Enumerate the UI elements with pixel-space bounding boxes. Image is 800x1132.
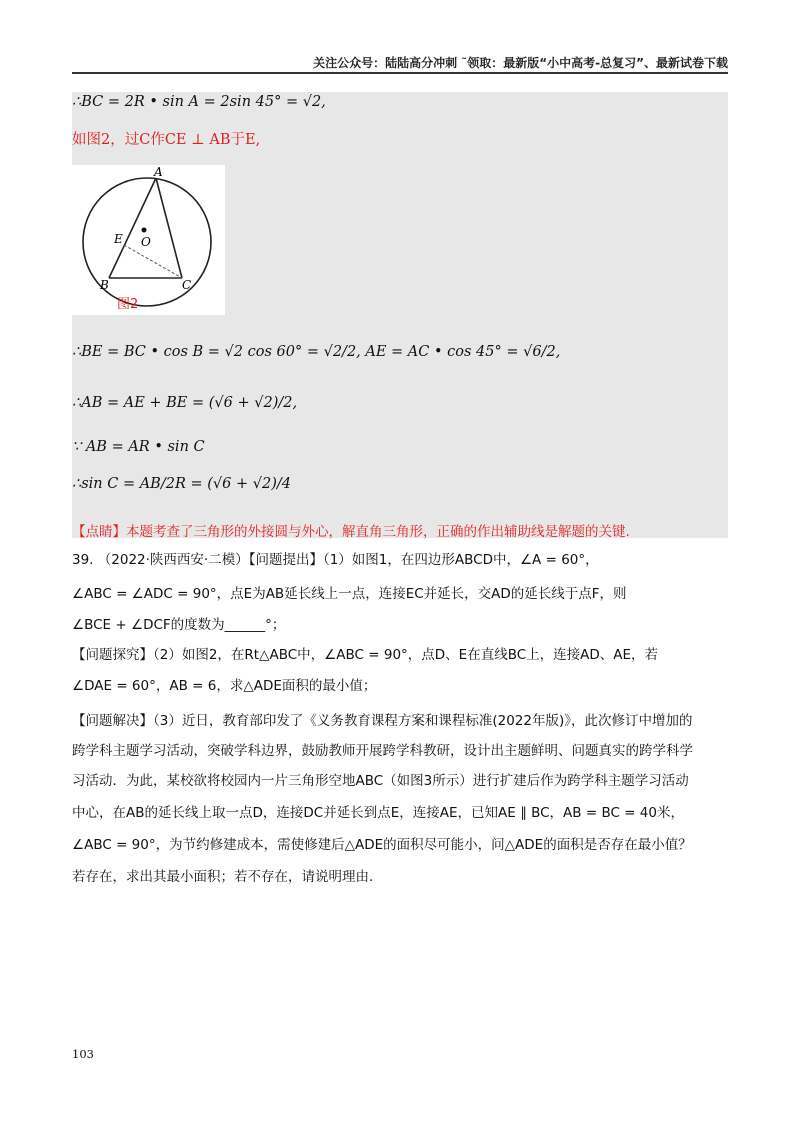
- problem-line-6: 【问题解决】（3）近日，教育部印发了《义务教育课程方案和课程标准(2022年版)》，此次修订中增加的: [72, 713, 693, 729]
- problem-line-11: 若存在，求出其最小面积；若不存在，请说明理由.: [72, 869, 374, 885]
- problem-line-2: ∠ABC = ∠ADC = 90°，点E为AB延长线上一点，连接EC并延长，交AD的延长线于点F，则: [72, 586, 627, 602]
- solution-block: [72, 92, 728, 538]
- solution-line-4: ∴AB = AE + BE = (√6 + √2)/2,: [72, 395, 298, 411]
- problem-line-4: 【问题探究】（2）如图2，在Rt△ABC中，∠ABC = 90°，点D、E在直线BC上，连接AD、AE，若: [72, 647, 659, 663]
- header-divider: [72, 72, 728, 74]
- solution-line-6: ∴sin C = AB/2R = (√6 + √2)/4: [72, 476, 291, 492]
- label-b: B: [100, 278, 109, 292]
- figure-caption: 图2: [117, 297, 139, 312]
- solution-line-2: 如图2，过C作CE ⊥ AB于E,: [72, 132, 261, 148]
- circle-diagram: [72, 165, 225, 315]
- problem-line-9: 中心，在AB的延长线上取一点D，连接DC并延长到点E，连接AE，已知AE ∥ BC，AB = BC = 40米，: [72, 805, 684, 821]
- label-o: O: [141, 235, 151, 249]
- side-ab: [109, 178, 156, 278]
- problem-line-10: ∠ABC = 90°，为节约修建成本，需使修建后△ADE的面积尽可能小，问△ADE的面积是否存在最小值？: [72, 837, 692, 853]
- label-c: C: [182, 278, 192, 292]
- problem-line-3: ∠BCE + ∠DCF的度数为______°；: [72, 617, 286, 633]
- problem-line-8: 习活动．为此，某校欲将校园内一片三角形空地ABC（如图3所示）进行扩建后作为跨学科主题学习活动: [72, 773, 689, 789]
- label-a: A: [154, 165, 163, 179]
- page-header: 关注公众号：陆陆高分冲刺 ˜领取：最新版“小中高考-总复习”、最新试卷下载: [313, 56, 728, 70]
- solution-line-1: ∴BC = 2R • sin A = 2sin 45° = √2,: [72, 94, 326, 110]
- altitude-ce: [124, 245, 182, 278]
- page-number: 103: [72, 1047, 94, 1061]
- solution-line-5: ∵ AB = AR • sin C: [72, 439, 205, 455]
- key-point-note: 【点睛】本题考查了三角形的外接圆与外心，解直角三角形，正确的作出辅助线是解题的关键.: [72, 524, 630, 540]
- center-dot: [142, 228, 147, 233]
- problem-line-1: 39. （2022·陕西西安·二模）【问题提出】（1）如图1，在四边形ABCD中，∠A = 60°，: [72, 552, 599, 568]
- problem-line-5: ∠DAE = 60°，AB = 6，求△ADE面积的最小值；: [72, 678, 377, 694]
- solution-line-3: ∴BE = BC • cos B = √2 cos 60° = √2/2, AE = AC • cos 45° = √6/2,: [72, 344, 561, 360]
- label-e: E: [114, 232, 123, 246]
- side-ac: [156, 178, 182, 278]
- problem-line-7: 跨学科主题学习活动，突破学科边界，鼓励教师开展跨学科教研，设计出主题鲜明、问题真实的跨学科学: [72, 743, 693, 759]
- figure-2: [72, 165, 225, 315]
